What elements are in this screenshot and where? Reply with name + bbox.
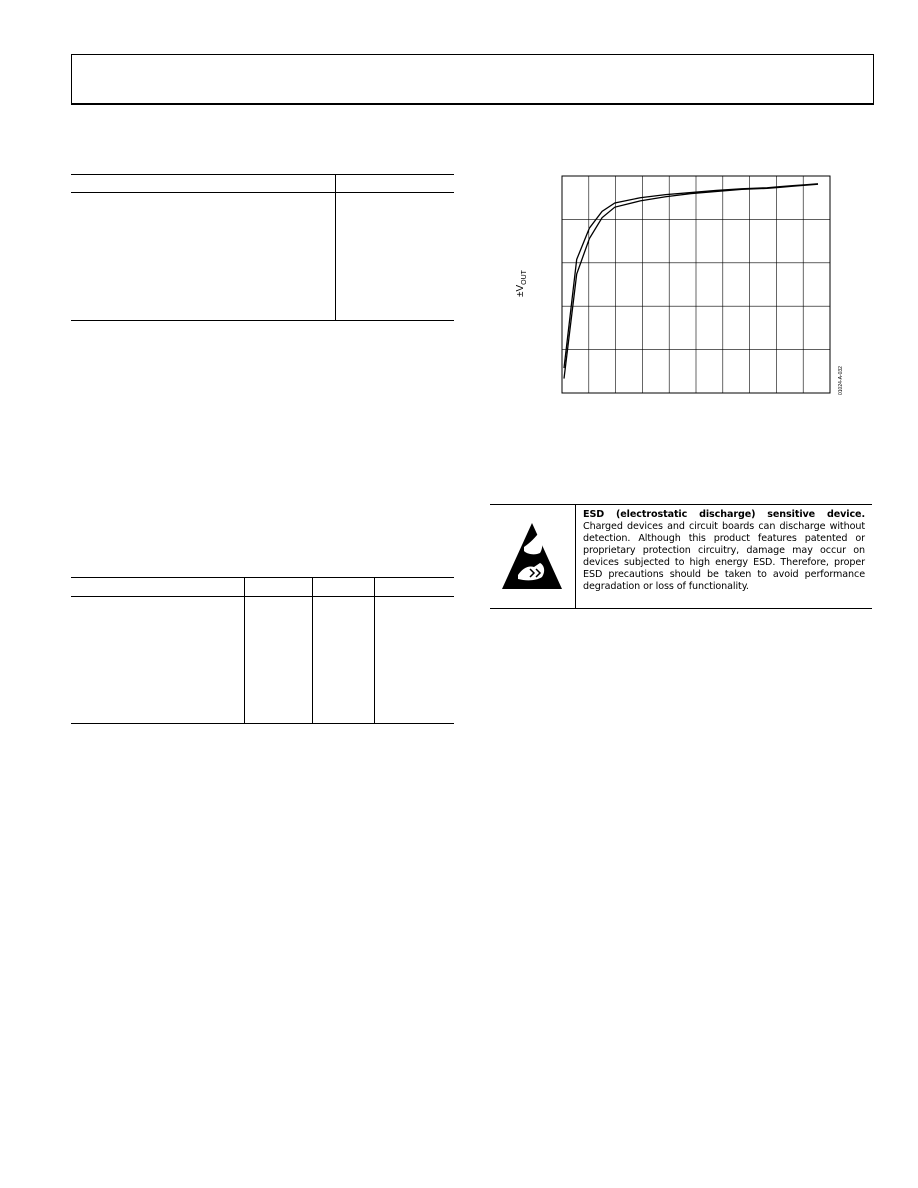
esd-notice-text: [583, 509, 865, 593]
esd-notice-title: ESD (electrostatic discharge) sensitive device.: [583, 509, 865, 520]
chart-grid: [562, 176, 830, 393]
table-1-column-divider: [335, 174, 336, 321]
table-2-top-rule: [71, 577, 454, 578]
esd-notice-body: Charged devices and circuit boards can discharge without detection. Although this product features patented or proprietary protection circuitry, damage may occur on devices subjected to high energy ESD. Therefore, proper ESD precautions should be taken to avoid performance degradation or loss of functionality.: [583, 521, 865, 592]
series-line-2: [564, 184, 818, 368]
table-2-column-divider-2: [312, 577, 313, 724]
table-1-top-rule: [71, 174, 454, 175]
table-1-header-rule: [71, 192, 454, 193]
line-chart: [500, 168, 850, 400]
figure-code: 01024-A-032: [838, 366, 844, 395]
page-header-frame: [71, 54, 874, 105]
table-2-column-divider-3: [374, 577, 375, 724]
esd-divider: [575, 505, 576, 608]
esd-warning-icon: [500, 519, 564, 597]
y-axis-label: $\pm V_{OUT}$: [515, 270, 528, 297]
table-2-column-divider-1: [244, 577, 245, 724]
table-2-bottom-rule: [71, 723, 454, 724]
esd-notice-box: [490, 504, 872, 609]
table-1-bottom-rule: [71, 320, 454, 321]
table-2-header-rule: [71, 596, 454, 597]
